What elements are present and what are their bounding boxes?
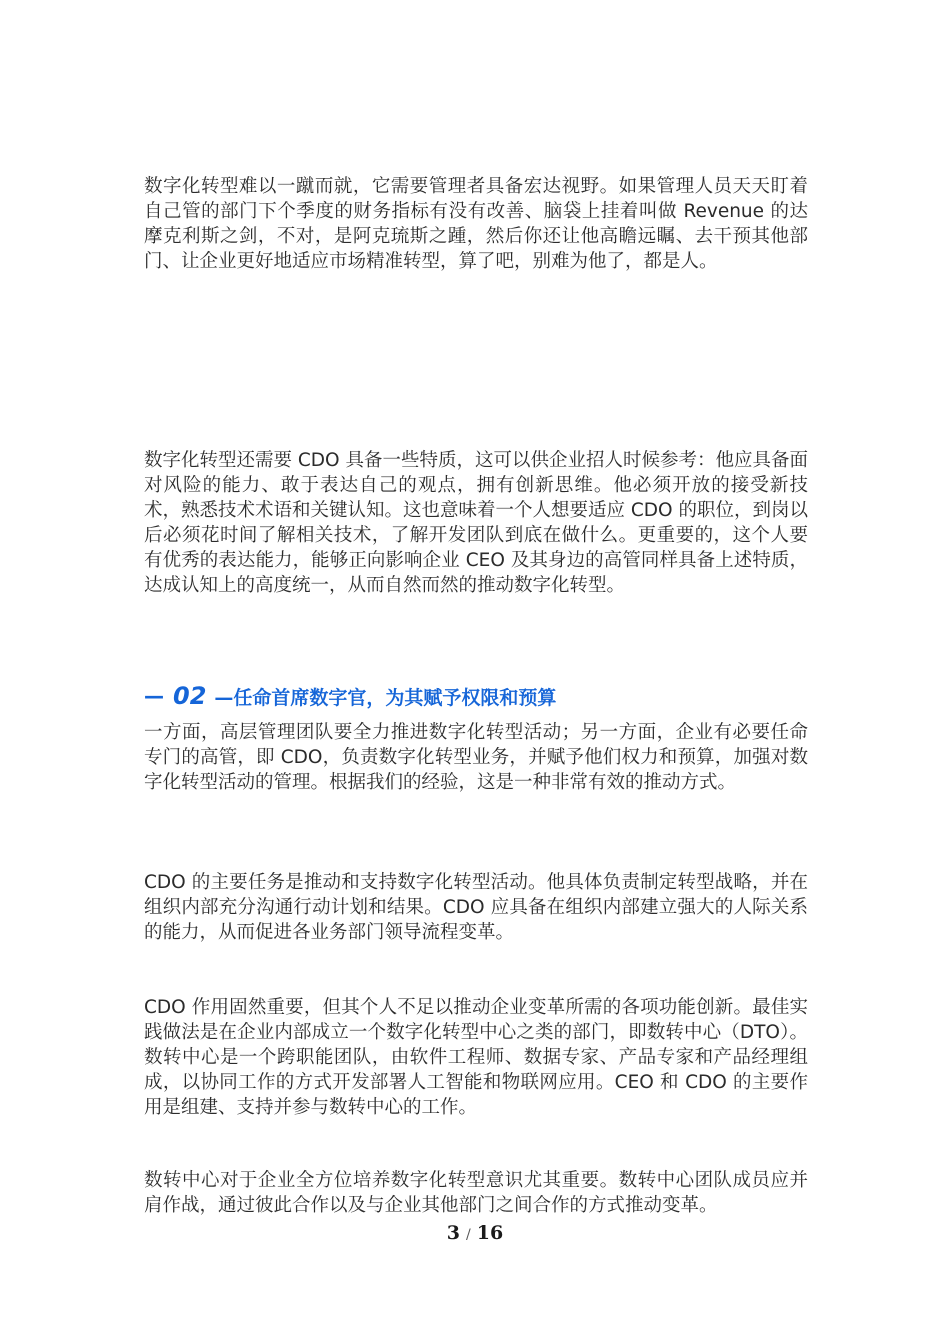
paragraph-appoint-cdo: 一方面，高层管理团队要全力推进数字化转型活动；另一方面，企业有必要任命专门的高管，即 CDO，负责数字化转型业务，并赋予他们权力和预算，加强对数字化转型活动的管理。根据我们的经验，这是一种非常有效的推动方式。 <box>144 722 808 793</box>
page-number <box>0 1222 950 1244</box>
paragraph-dto: CDO 作用固然重要，但其个人不足以推动企业变革所需的各项功能创新。最佳实践做法是在企业内部成立一个数字化转型中心之类的部门，即数转中心（DTO）。数转中心是一个跨职能团队，由软件工程师、数据专家、产品专家和产品经理组成，以协同工作的方式开发部署人工智能和物联网应用。CEO 和 CDO 的主要作用是组建、支持并参与数转中心的工作。 <box>144 997 808 1118</box>
total-pages: 16 <box>476 1222 504 1244</box>
paragraph-vision: 数字化转型难以一蹴而就，它需要管理者具备宏达视野。如果管理人员天天盯着自己管的部门下个季度的财务指标有没有改善、脑袋上挂着叫做 Revenue 的达摩克利斯之剑，不对，是阿克琉斯之踵，然后你还让他高瞻远瞩、去干预其他部门、让企业更好地适应市场精准转型，算了吧，别难为他了，都是人。 <box>144 176 808 272</box>
section-number: 02 <box>173 682 207 710</box>
current-page: 3 <box>446 1222 461 1244</box>
paragraph-cdo-traits: 数字化转型还需要 CDO 具备一些特质，这可以供企业招人时候参考：他应具备面对风险的能力、敢于表达自己的观点，拥有创新思维。他必须开放的接受新技术，熟悉技术术语和关键认知。这也意味着一个人想要适应 CDO 的职位，到岗以后必须花时间了解相关技术，了解开发团队到底在做什么。更重要的，这个人要有优秀的表达能力，能够正向影响企业 CEO 及其身边的高管同样具备上述特质，达成认知上的高度统一，从而自然而然的推动数字化转型。 <box>144 450 808 596</box>
section-dash: — <box>144 684 163 708</box>
paragraph-cdo-tasks: CDO 的主要任务是推动和支持数字化转型活动。他具体负责制定转型战略，并在组织内部充分沟通行动计划和结果。CDO 应具备在组织内部建立强大的人际关系的能力，从而促进各业务部门领导流程变革。 <box>144 872 808 943</box>
paragraph-dto-importance: 数转中心对于企业全方位培养数字化转型意识尤其重要。数转中心团队成员应并肩作战，通过彼此合作以及与企业其他部门之间合作的方式推动变革。 <box>144 1170 808 1216</box>
section-heading <box>144 680 808 712</box>
page-separator: / <box>466 1227 471 1243</box>
section-title: —任命首席数字官，为其赋予权限和预算 <box>214 686 557 709</box>
